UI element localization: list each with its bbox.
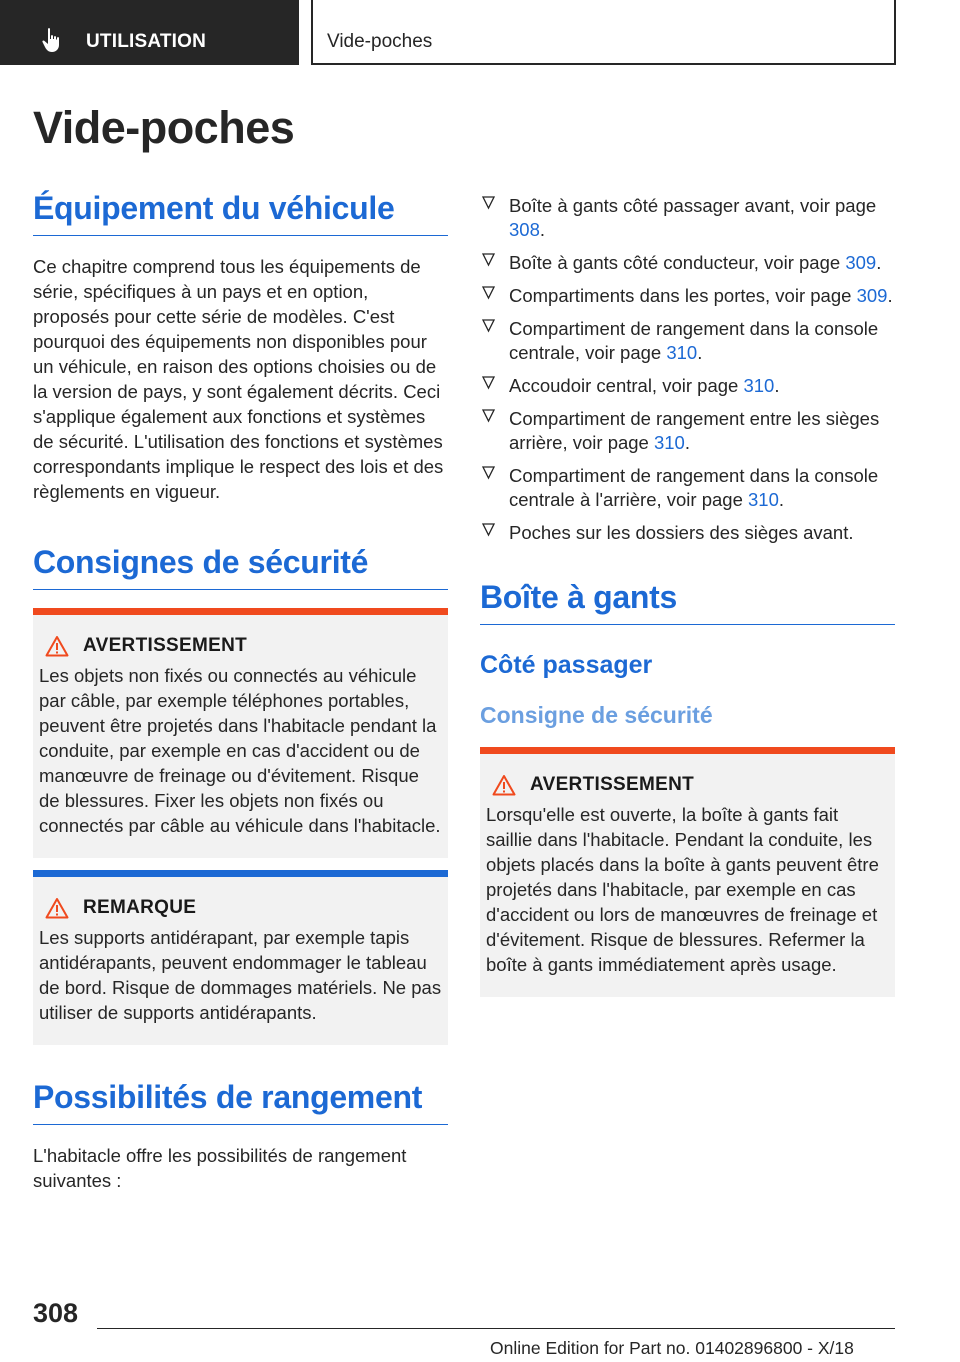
list-item: Boîte à gants côté passager avant, voir page 308. bbox=[480, 194, 895, 242]
triangle-bullet-icon bbox=[482, 319, 495, 333]
page-number: 308 bbox=[33, 1298, 79, 1328]
breadcrumb-text: Vide-poches bbox=[327, 31, 433, 52]
glovebox-warning-header bbox=[488, 774, 889, 796]
list-item: Compartiment de rangement dans la console centrale, voir page 310. bbox=[480, 317, 895, 365]
storage-intro: L'habitacle offre les possibilités de rangement suivantes : bbox=[33, 1145, 407, 1191]
triangle-bullet-icon bbox=[482, 253, 495, 267]
warning-triangle-icon bbox=[45, 897, 69, 919]
list-item: Compartiment de rangement dans la console centrale à l'arrière, voir page 310. bbox=[480, 464, 895, 512]
footer-edition: Online Edition for Part no. 01402896800 - X/18 bbox=[490, 1338, 854, 1358]
note-title: REMARQUE bbox=[83, 897, 197, 918]
page-title: Vide-poches bbox=[33, 102, 295, 153]
note-text: Les supports antidérapant, par exemple tapis antidérapants, peuvent endommager le tableau de bord. Risque de dommages matériels. Ne pas utiliser de supports antidérapants. bbox=[39, 927, 442, 1023]
page-link[interactable]: 309 bbox=[856, 285, 888, 306]
section-tab[interactable] bbox=[0, 0, 299, 65]
page-link[interactable]: 310 bbox=[666, 342, 698, 363]
page-link[interactable]: 310 bbox=[748, 489, 779, 510]
triangle-bullet-icon bbox=[482, 523, 495, 537]
storage-list bbox=[480, 194, 895, 545]
list-item: Boîte à gants côté conducteur, voir page 309. bbox=[480, 251, 895, 275]
warning-header bbox=[41, 635, 442, 657]
footer-divider bbox=[97, 1328, 895, 1329]
glovebox-warning-box bbox=[480, 747, 895, 997]
warning-title: AVERTISSEMENT bbox=[83, 635, 248, 656]
safety-note-heading: Consigne de sécurité bbox=[480, 702, 713, 728]
triangle-bullet-icon bbox=[482, 376, 495, 390]
note-box bbox=[33, 870, 448, 1045]
note-header bbox=[41, 897, 442, 919]
triangle-bullet-icon bbox=[482, 196, 495, 210]
triangle-bullet-icon bbox=[482, 286, 495, 300]
breadcrumb bbox=[311, 0, 896, 65]
page-link[interactable]: 309 bbox=[845, 252, 877, 273]
warning-triangle-icon bbox=[492, 774, 516, 796]
glovebox-heading: Boîte à gants bbox=[480, 579, 895, 625]
hand-pointer-icon bbox=[40, 27, 64, 53]
warning-text: Les objets non fixés ou connectés au véhicule par câble, par exemple téléphones portables, peuvent être projetés dans l'habitacle pendant la conduite, par exemple en cas d'accident ou de manœuvre de freinage ou d'évitement. Risque de blessures. Fixer les objets non fixés ou connectés par câble au véhicule dans l'habitacle. bbox=[39, 665, 441, 836]
glovebox-warning-title: AVERTISSEMENT bbox=[530, 774, 695, 795]
section-label: UTILISATION bbox=[86, 31, 207, 52]
right-column bbox=[480, 190, 895, 997]
triangle-bullet-icon bbox=[482, 409, 495, 423]
left-column bbox=[33, 190, 448, 1193]
list-item: Compartiment de rangement entre les sièges arrière, voir page 310. bbox=[480, 407, 895, 455]
equipment-body: Ce chapitre comprend tous les équipements de série, spécifiques à un pays et en option, proposés pour cette série de modèles. C'est pourquoi des équipements non disponibles pour un véhicule, en raison des options choisies ou de la version de pays, y sont également décrits. Ceci s'applique également aux fonctions et systèmes de sécurité. L'utilisation des fonctions et systèmes correspondants implique le respect des lois et des règlements en vigueur. bbox=[33, 256, 444, 502]
warning-triangle-icon bbox=[45, 635, 69, 657]
passenger-side-heading: Côté passager bbox=[480, 651, 653, 679]
triangle-bullet-icon bbox=[482, 466, 495, 480]
equipment-heading: Équipement du véhicule bbox=[33, 190, 448, 236]
list-item: Compartiments dans les portes, voir page 309. bbox=[480, 284, 895, 308]
page-link[interactable]: 310 bbox=[653, 432, 685, 453]
storage-heading: Possibilités de rangement bbox=[33, 1079, 448, 1125]
safety-heading: Consignes de sécurité bbox=[33, 544, 448, 590]
page-link[interactable]: 308 bbox=[509, 219, 540, 240]
glovebox-warning-text: Lorsqu'elle est ouverte, la boîte à gants fait saillie dans l'habitacle. Pendant la conduite, les objets placés dans la boîte à gants peuvent être projetés dans l'habitacle, par exemple en cas d'accident ou lors de manœuvres de freinage et d'évitement. Risque de blessures. Refermer la boîte à gants immédiatement après usage. bbox=[486, 804, 879, 975]
list-item: Accoudoir central, voir page 310. bbox=[480, 374, 895, 398]
list-item: Poches sur les dossiers des sièges avant. bbox=[480, 521, 895, 545]
warning-box bbox=[33, 608, 448, 858]
page-link[interactable]: 310 bbox=[743, 375, 775, 396]
